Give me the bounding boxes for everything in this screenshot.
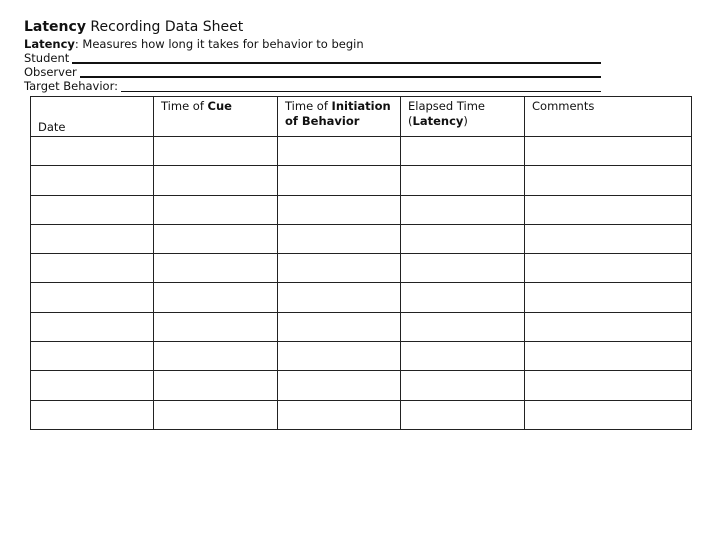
header-time-of-initiation	[278, 97, 401, 137]
table-row	[31, 400, 692, 429]
title-term: Latency	[24, 19, 86, 35]
definition-text: : Measures how long it takes for behavior to begin	[74, 37, 364, 51]
time-of-initiation-cell[interactable]	[278, 283, 401, 312]
header-cue-plain: Time of	[161, 99, 208, 113]
comments-cell[interactable]	[525, 400, 692, 429]
time-of-initiation-cell[interactable]	[278, 137, 401, 166]
header-elapsed-plain: Elapsed Time	[408, 99, 485, 113]
time-of-cue-cell[interactable]	[154, 371, 278, 400]
elapsed-time-cell[interactable]	[401, 400, 525, 429]
header-time-of-cue	[154, 97, 278, 137]
comments-cell[interactable]	[525, 371, 692, 400]
header-elapsed-paren-open: (	[408, 114, 413, 128]
elapsed-time-cell[interactable]	[401, 342, 525, 371]
comments-cell[interactable]	[525, 283, 692, 312]
target-behavior-label: Target Behavior:	[24, 79, 118, 93]
observer-label: Observer	[24, 65, 77, 79]
time-of-initiation-cell[interactable]	[278, 371, 401, 400]
table-body	[31, 137, 692, 430]
time-of-cue-cell[interactable]	[154, 283, 278, 312]
page-title	[24, 18, 243, 36]
header-initiation-plain: Time of	[285, 99, 332, 113]
table-row	[31, 342, 692, 371]
elapsed-time-cell[interactable]	[401, 137, 525, 166]
date-cell[interactable]	[31, 312, 154, 341]
time-of-cue-cell[interactable]	[154, 312, 278, 341]
date-cell[interactable]	[31, 224, 154, 253]
comments-cell[interactable]	[525, 137, 692, 166]
table-row	[31, 224, 692, 253]
time-of-initiation-cell[interactable]	[278, 342, 401, 371]
header-initiation-bold-2: of Behavior	[285, 114, 360, 128]
table-row	[31, 254, 692, 283]
date-cell[interactable]	[31, 195, 154, 224]
comments-cell[interactable]	[525, 342, 692, 371]
time-of-initiation-cell[interactable]	[278, 312, 401, 341]
table-row	[31, 166, 692, 195]
table-row	[31, 283, 692, 312]
time-of-cue-cell[interactable]	[154, 400, 278, 429]
time-of-initiation-cell[interactable]	[278, 254, 401, 283]
elapsed-time-cell[interactable]	[401, 195, 525, 224]
header-initiation-bold: Initiation	[331, 99, 391, 113]
header-cue-bold: Cue	[207, 99, 232, 113]
table-row	[31, 312, 692, 341]
student-field[interactable]	[24, 51, 601, 65]
time-of-initiation-cell[interactable]	[278, 224, 401, 253]
target-behavior-field[interactable]	[24, 79, 601, 93]
definition-term: Latency	[24, 37, 75, 51]
date-cell[interactable]	[31, 342, 154, 371]
header-row	[31, 97, 692, 137]
elapsed-time-cell[interactable]	[401, 166, 525, 195]
student-label: Student	[24, 51, 70, 65]
title-rest: Recording Data Sheet	[85, 19, 244, 35]
time-of-cue-cell[interactable]	[154, 224, 278, 253]
latency-definition	[24, 37, 364, 51]
table-row	[31, 137, 692, 166]
elapsed-time-cell[interactable]	[401, 254, 525, 283]
observer-field[interactable]	[24, 65, 601, 79]
date-cell[interactable]	[31, 166, 154, 195]
comments-cell[interactable]	[525, 312, 692, 341]
comments-cell[interactable]	[525, 166, 692, 195]
time-of-cue-cell[interactable]	[154, 342, 278, 371]
header-elapsed-bold: Latency	[412, 114, 464, 128]
time-of-initiation-cell[interactable]	[278, 166, 401, 195]
student-line[interactable]	[72, 62, 601, 64]
header-date: Date	[31, 97, 154, 137]
date-cell[interactable]	[31, 371, 154, 400]
elapsed-time-cell[interactable]	[401, 312, 525, 341]
table-row	[31, 195, 692, 224]
table-row	[31, 371, 692, 400]
date-cell[interactable]	[31, 254, 154, 283]
target-behavior-line[interactable]	[121, 91, 601, 92]
date-cell[interactable]	[31, 137, 154, 166]
time-of-initiation-cell[interactable]	[278, 195, 401, 224]
comments-cell[interactable]	[525, 224, 692, 253]
header-elapsed-paren-close: )	[463, 114, 468, 128]
date-cell[interactable]	[31, 400, 154, 429]
elapsed-time-cell[interactable]	[401, 224, 525, 253]
time-of-cue-cell[interactable]	[154, 137, 278, 166]
comments-cell[interactable]	[525, 254, 692, 283]
time-of-cue-cell[interactable]	[154, 195, 278, 224]
header-elapsed-time	[401, 97, 525, 137]
header-comments: Comments	[525, 97, 692, 137]
observer-line[interactable]	[80, 76, 601, 78]
comments-cell[interactable]	[525, 195, 692, 224]
elapsed-time-cell[interactable]	[401, 371, 525, 400]
elapsed-time-cell[interactable]	[401, 283, 525, 312]
time-of-cue-cell[interactable]	[154, 166, 278, 195]
time-of-initiation-cell[interactable]	[278, 400, 401, 429]
latency-data-table	[30, 96, 692, 430]
date-cell[interactable]	[31, 283, 154, 312]
time-of-cue-cell[interactable]	[154, 254, 278, 283]
